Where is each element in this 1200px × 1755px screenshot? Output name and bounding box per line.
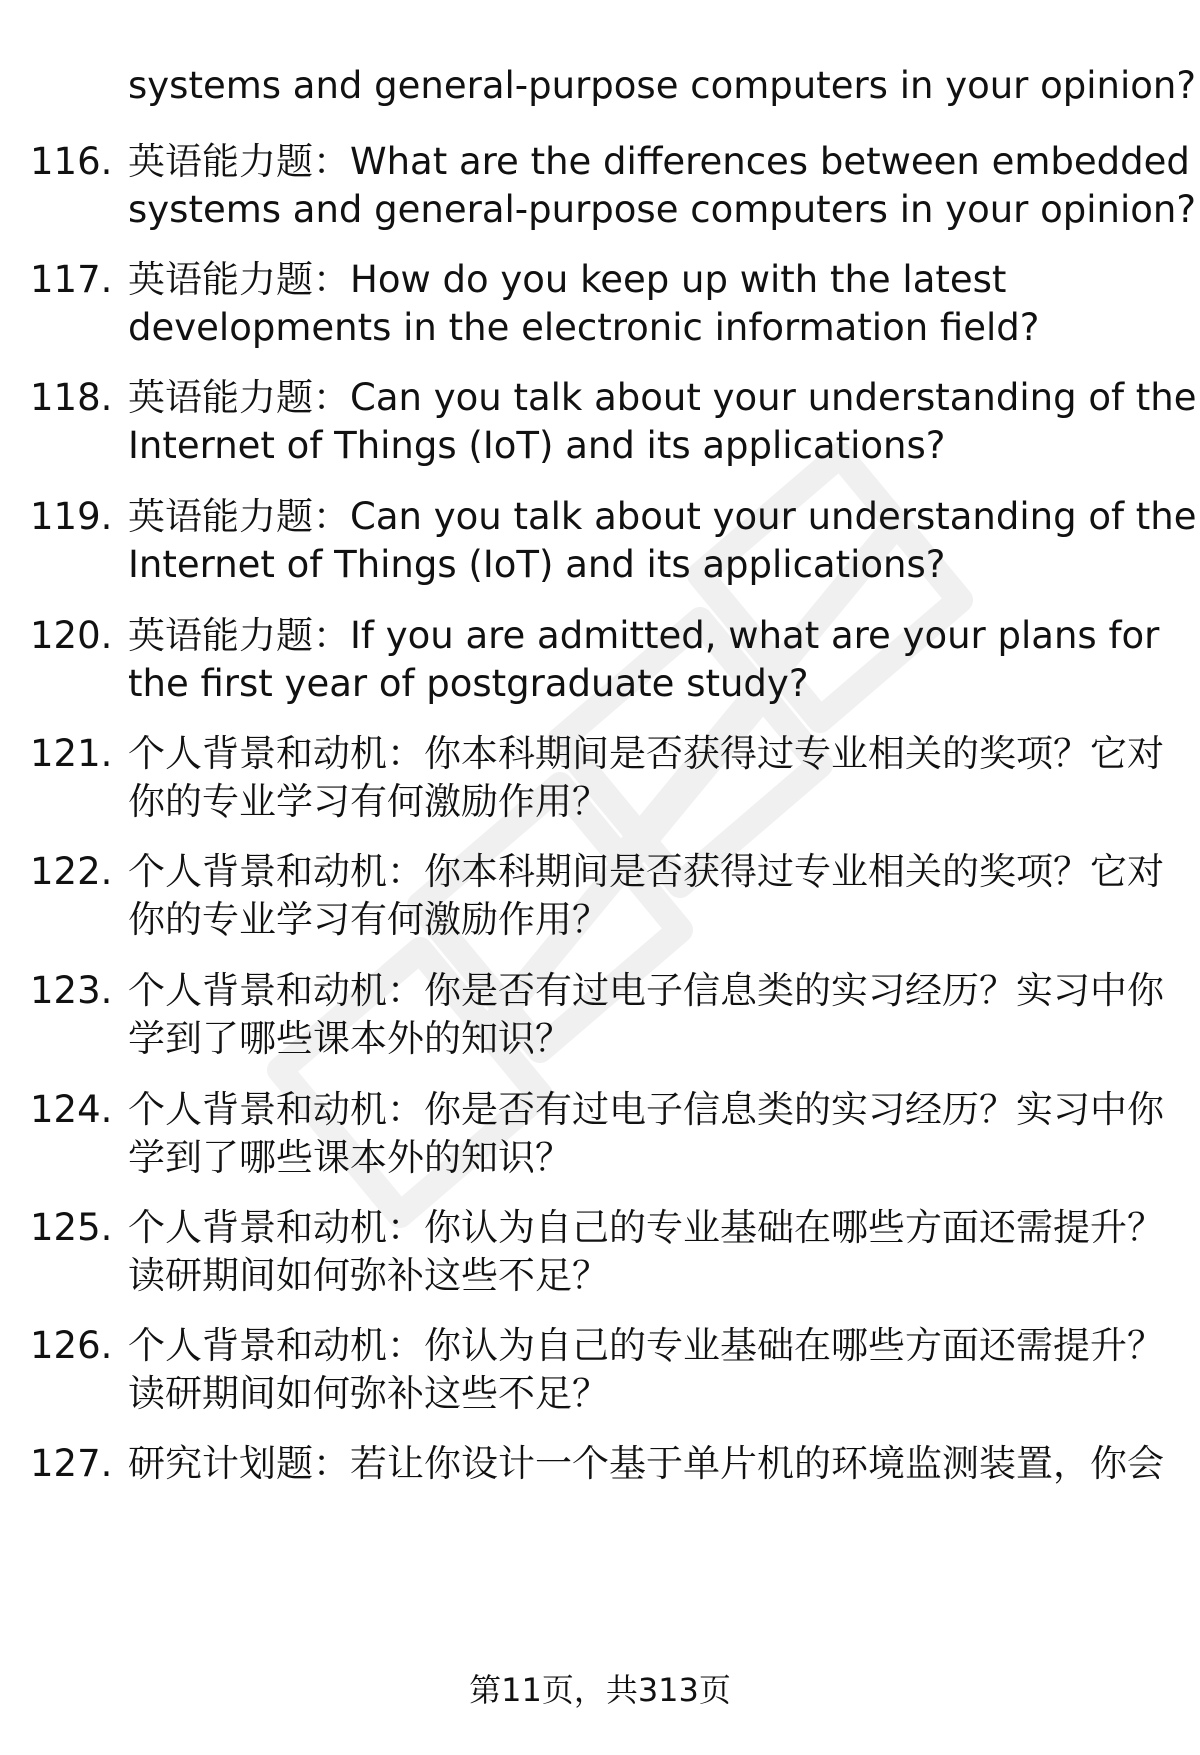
question-text-line: systems and general-purpose computers in your opinion? (128, 188, 1197, 231)
question-text (128, 1204, 1164, 1300)
question-text-line: Internet of Things (IoT) and its applications? (128, 424, 946, 467)
question-text-line: 读研期间如何弥补这些不足？ (128, 1254, 609, 1297)
question-number: 118. (30, 376, 113, 419)
question-text (128, 730, 1164, 826)
question-number: 119. (30, 495, 113, 538)
question-text (128, 256, 1148, 352)
question-number: 123. (30, 969, 113, 1012)
question-number: 124. (30, 1088, 113, 1131)
question-text (128, 1440, 1164, 1488)
question-number: 127. (30, 1442, 113, 1485)
question-text-line: 个人背景和动机：你认为自己的专业基础在哪些方面还需提升？ (128, 1324, 1164, 1367)
question-number: 120. (30, 614, 113, 657)
question-text (128, 138, 1197, 234)
question-text-line: 个人背景和动机：你本科期间是否获得过专业相关的奖项？它对 (128, 850, 1164, 893)
question-number: 126. (30, 1324, 113, 1367)
question-text (128, 848, 1164, 944)
question-text-line: 英语能力题：If you are admitted, what are your plans for (128, 614, 1160, 657)
question-text-line: 读研期间如何弥补这些不足？ (128, 1372, 609, 1415)
question-text (128, 967, 1164, 1063)
question-text-line: 学到了哪些课本外的知识？ (128, 1136, 572, 1179)
question-number: 117. (30, 258, 113, 301)
question-text (128, 374, 1197, 470)
question-text-line: 你的专业学习有何激励作用？ (128, 780, 609, 823)
question-text-line: the first year of postgraduate study? (128, 662, 809, 705)
question-text-line: 研究计划题：若让你设计一个基于单片机的环境监测装置，你会 (128, 1442, 1164, 1485)
question-text (128, 1322, 1164, 1418)
question-number: 116. (30, 140, 113, 183)
page-footer: 第11页，共313页 (469, 1671, 731, 1709)
question-text-line: 个人背景和动机：你本科期间是否获得过专业相关的奖项？它对 (128, 732, 1164, 775)
question-text-line: 个人背景和动机：你是否有过电子信息类的实习经历？实习中你 (128, 969, 1164, 1012)
question-text (128, 493, 1197, 589)
question-text-line: 英语能力题：What are the differences between embedded (128, 140, 1190, 183)
question-text-line: 你的专业学习有何激励作用？ (128, 898, 609, 941)
question-text-line: 英语能力题：How do you keep up with the latest (128, 258, 1007, 301)
question-number: 121. (30, 732, 113, 775)
question-text-line: 英语能力题：Can you talk about your understanding of the (128, 376, 1197, 419)
question-number: 122. (30, 850, 113, 893)
continuation-line: systems and general-purpose computers in your opinion? (128, 64, 1197, 107)
question-text (128, 1086, 1164, 1182)
question-text-line: 个人背景和动机：你是否有过电子信息类的实习经历？实习中你 (128, 1088, 1164, 1131)
question-text-line: developments in the electronic information field? (128, 306, 1040, 349)
question-text (128, 612, 1160, 708)
question-text-line: 英语能力题：Can you talk about your understanding of the (128, 495, 1197, 538)
question-text-line: Internet of Things (IoT) and its applications? (128, 543, 946, 586)
question-number: 125. (30, 1206, 113, 1249)
question-text-line: 个人背景和动机：你认为自己的专业基础在哪些方面还需提升？ (128, 1206, 1164, 1249)
question-text-line: 学到了哪些课本外的知识？ (128, 1017, 572, 1060)
